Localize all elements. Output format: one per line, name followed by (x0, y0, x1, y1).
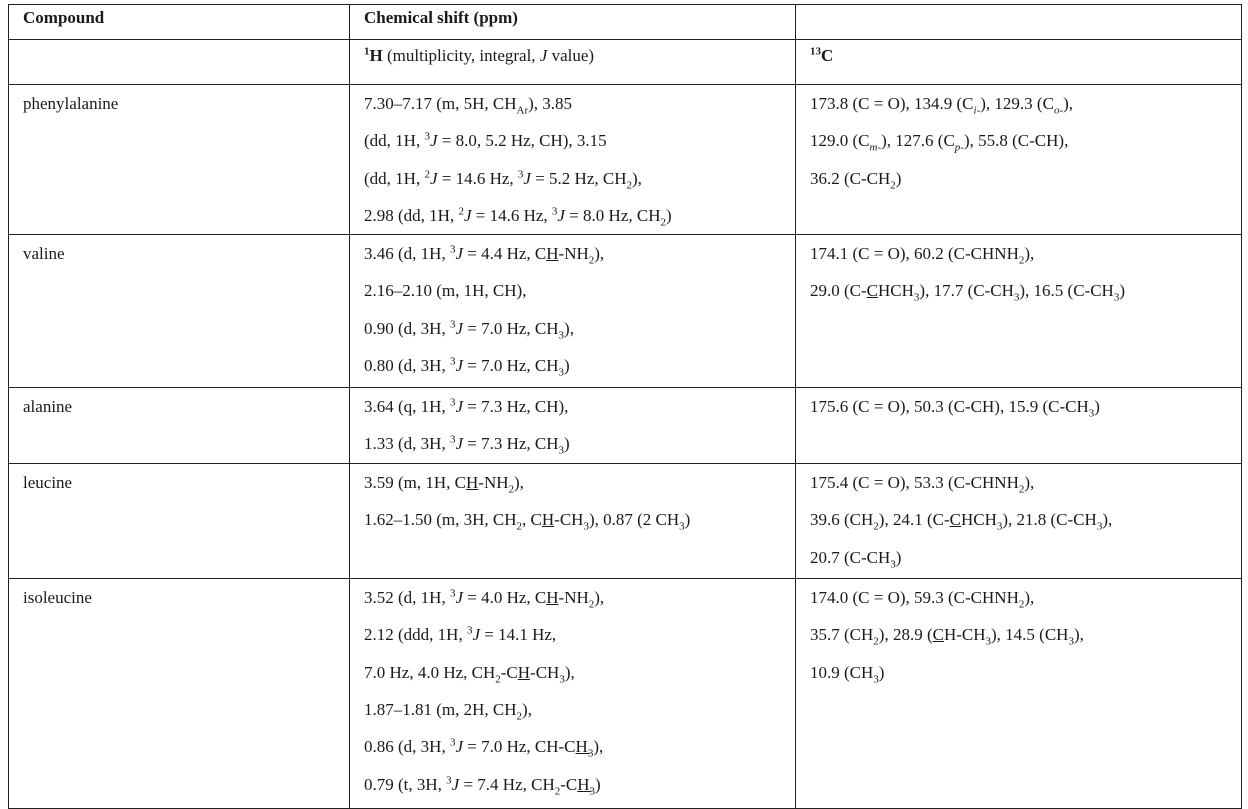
header-1h-prefix: 1 (364, 45, 370, 58)
compound-name: alanine (9, 388, 350, 464)
c-shift-cell-line: 175.6 (C = O), 50.3 (C-CH), 15.9 $(C-CH_3)$ (810, 397, 1100, 420)
h-shift-cell-line: 0.90 (d, 3H, $^3$J = 7.0 Hz, $CH_3$), (364, 318, 574, 342)
table-row (9, 388, 1242, 464)
table-row (9, 235, 1242, 388)
c-shift-cell-line: 20.7 $(C-CH_3)$ (810, 547, 902, 571)
header-1h-label: (multiplicity, integral, J value) (382, 46, 595, 65)
h-shift-cell-line: 3.59 (m, 1H, $CH-NH_2$), (364, 473, 524, 496)
h-shift-cell-line: 3.52 (d, 1H, $^3$J = 4.0 Hz, $CH-NH_2$), (364, 587, 605, 611)
h-shift-cell-line: 0.79 (t, 3H, $^3$J = 7.4 Hz, $CH_2-CH_3$) (364, 774, 601, 798)
table-row (9, 464, 1242, 579)
compound-name: isoleucine (9, 579, 350, 809)
c-shift-cell (796, 235, 1242, 388)
h-shift-cell-line: 1.62–1.50 (m, 3H, $CH_2$, $CH-CH_3$), 0.87 (2 $CH_3$) (364, 510, 691, 533)
c-shift-cell (796, 579, 1242, 809)
c-shift-cell (796, 388, 1242, 464)
header-row-1 (9, 5, 1242, 40)
h-shift-cell (350, 388, 796, 464)
c-shift-cell-line: 173.8 (C = O), 134.9 $(C_{i-})$, 129.3 $(C_{o-})$, (810, 94, 1074, 117)
h-shift-cell-line: 1.87–1.81 (m, 2H, $CH_2$), (364, 700, 532, 723)
h-shift-cell-line: (dd, 1H, $^3$J = 8.0, 5.2 Hz, CH), 3.15 (364, 130, 607, 151)
h-shift-cell-line: 7.0 Hz, 4.0 Hz, $CH_2-CH-CH_3$), (364, 662, 575, 686)
c-shift-cell (796, 464, 1242, 579)
h-shift-cell-line: 1.33 (d, 3H, $^3$J = 7.3 Hz, $CH_3$) (364, 433, 570, 457)
header-13c (796, 40, 1242, 85)
h-shift-cell-line: 2.12 (ddd, 1H, $^3$J = 14.1 Hz, (364, 624, 557, 645)
compound-name: phenylalanine (9, 85, 350, 235)
c-shift-cell-line: 10.9 $(CH_3)$ (810, 662, 885, 686)
c-shift-cell-line: 39.6 $(CH_2)$, 24.1 $(C-CHCH_3)$, 21.8 $(C-CH_3)$, (810, 510, 1113, 533)
h-shift-cell (350, 464, 796, 579)
h-shift-cell-line: 0.80 (d, 3H, $^3$J = 7.0 Hz, $CH_3$) (364, 355, 570, 379)
compound-name: leucine (9, 464, 350, 579)
h-shift-cell (350, 579, 796, 809)
header-chemical-shift: Chemical shift (ppm) (350, 5, 796, 40)
c-shift-cell-line: 36.2 $(C-CH_2)$ (810, 168, 902, 191)
c-shift-cell-line: 174.1 (C = O), 60.2 $(C-CHNH_2)$, (810, 244, 1035, 267)
header-13c-prefix: 13 (810, 45, 821, 58)
h-shift-cell-line: (dd, 1H, $^2$J = 14.6 Hz, $^3$J = 5.2 Hz, $CH_2$), (364, 167, 642, 191)
header-row-2 (9, 40, 1242, 85)
header-1h: $^1$H (multiplicity, integral, J value) (350, 40, 796, 85)
c-shift-cell-line: 29.0 $(C-CHCH_3)$, 17.7 $(C-CH_3)$, 16.5 $(C-CH_3)$ (810, 281, 1125, 304)
h-shift-cell (350, 85, 796, 235)
header-empty (796, 5, 1242, 40)
table-row (9, 85, 1242, 235)
h-shift-cell-line: 2.98 (dd, 1H, $^2$J = 14.6 Hz, $^3$J = 8.0 Hz, $CH_2$) (364, 205, 672, 229)
h-shift-cell (350, 235, 796, 388)
table-row (9, 579, 1242, 809)
c-shift-cell (796, 85, 1242, 235)
c-shift-cell-line: 174.0 (C = O), 59.3 $(C-CHNH_2)$, (810, 588, 1035, 611)
h-shift-cell-line: 3.64 (q, 1H, $^3$J = 7.3 Hz, CH), (364, 396, 569, 417)
h-shift-cell-line: 0.86 (d, 3H, $^3$J = 7.0 Hz, $CH-CH_3$), (364, 736, 604, 760)
compound-name: valine (9, 235, 350, 388)
header-13c-label: C (821, 46, 834, 65)
c-shift-cell-line: 175.4 (C = O), 53.3 $(C-CHNH_2)$, (810, 473, 1035, 496)
header-compound: Compound (9, 5, 350, 40)
h-shift-cell-line: 3.46 (d, 1H, $^3$J = 4.4 Hz, $CH-NH_2$), (364, 243, 605, 267)
table-body (9, 85, 1242, 809)
c-shift-cell-line: 129.0 $(C_{m-})$, 127.6 $(C_{p-})$, 55.8 (C-CH), (810, 131, 1069, 154)
nmr-table (8, 4, 1242, 809)
c-shift-cell-line: 35.7 $(CH_2)$, 28.9 $(CH-CH_3)$, 14.5 $(CH_3)$, (810, 625, 1084, 648)
h-shift-cell-line: 7.30–7.17 (m, 5H, $CH_{Ar}$), 3.85 (364, 94, 573, 117)
h-shift-cell-line: 2.16–2.10 (m, 1H, CH), (364, 281, 527, 301)
header-blank (9, 40, 350, 85)
